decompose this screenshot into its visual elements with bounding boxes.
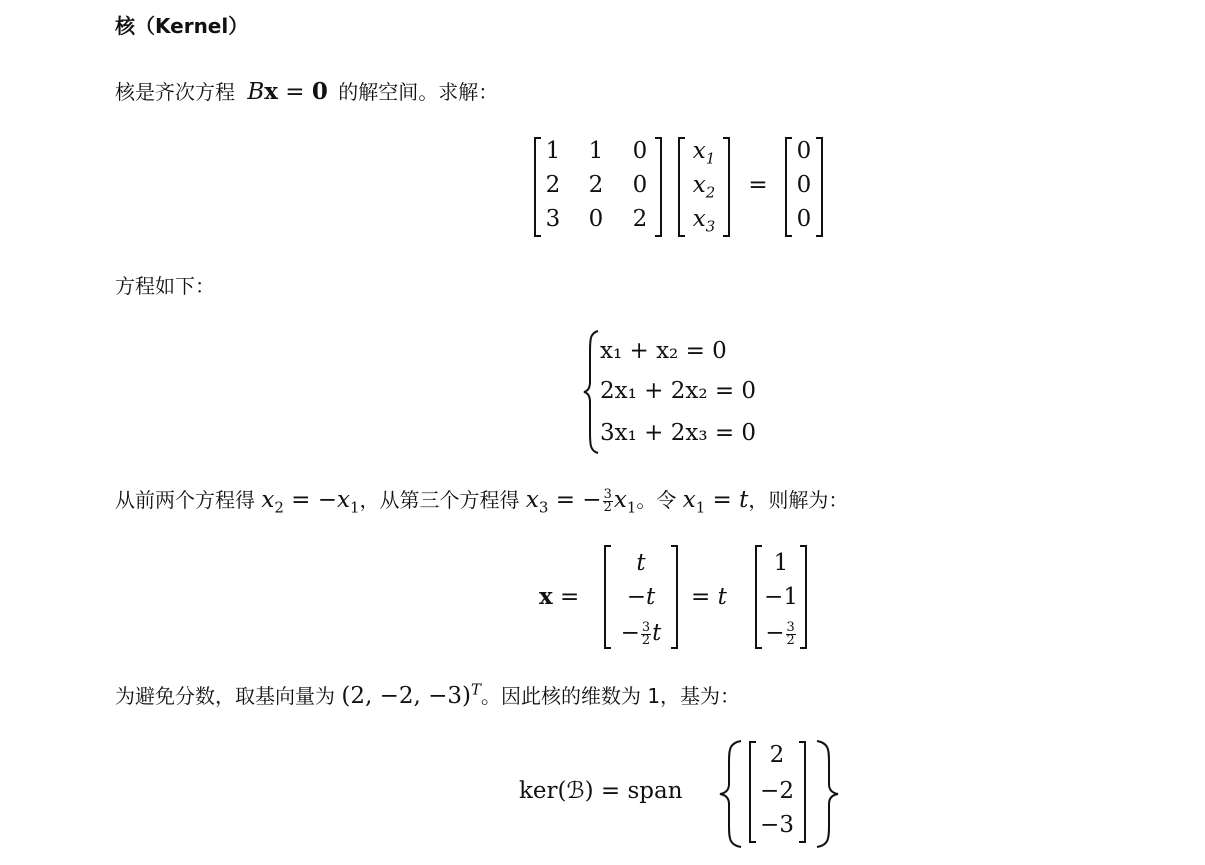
solution-x-label: x =	[539, 583, 580, 610]
vector-x-cell: $x_2$	[692, 172, 716, 202]
matrix-brackets	[530, 134, 830, 244]
direction-cell: −1	[764, 584, 798, 610]
derivation-text-3: 。令	[636, 488, 677, 512]
derivation-text-1: 从前两个方程得	[115, 488, 255, 512]
kernel-span	[515, 738, 845, 853]
equals-sign: =	[748, 172, 768, 198]
equals-t: = t	[691, 584, 727, 610]
basis-cell: 2	[769, 742, 785, 768]
homogeneous-equation: Bx = 0	[247, 78, 328, 105]
basis-cell: −3	[760, 812, 794, 838]
intro-line	[115, 79, 498, 105]
system-equation: 3x₁ + 2x₃ = 0	[600, 420, 757, 446]
basis-tuple: (2, −2, −3)$^T$	[341, 680, 481, 709]
solution-equation	[535, 540, 825, 655]
system-equation: x₁ + x₂ = 0	[600, 338, 727, 364]
derivation-text-4: ，则解为：	[748, 488, 849, 512]
equation-system	[582, 328, 802, 458]
matrix-b-cell: 0	[588, 206, 604, 232]
intro-tail: 的解空间。求解：	[338, 80, 499, 104]
matrix-b-cell: 2	[545, 172, 561, 198]
system-equation: 2x₁ + 2x₂ = 0	[600, 378, 757, 404]
parameter-expression: $x_1 = t$	[682, 487, 749, 517]
kernel-label: ker(ℬ) = span	[519, 778, 683, 804]
equations-label: 方程如下：	[115, 274, 215, 298]
matrix-b-cell: 3	[545, 206, 561, 232]
matrix-equation	[530, 134, 830, 244]
matrix-b-cell: 2	[632, 206, 648, 232]
intro-text: 核是齐次方程	[115, 80, 235, 104]
x3-expression: $x_3$ = − $\frac{3}{2}$ $x_1$	[525, 486, 637, 517]
derivation-text-2: ，从第三个方程得	[359, 488, 520, 512]
basis-note	[115, 680, 741, 709]
matrix-b-cell: 1	[588, 138, 604, 164]
basis-note-text-1: 为避免分数，取基向量为	[115, 684, 335, 708]
matrix-b-cell: 1	[545, 138, 561, 164]
basis-note-text-2: 。因此核的维数为 1，基为：	[480, 684, 741, 708]
vector-x-cell: $x_1$	[692, 138, 716, 168]
direction-cell: 1	[773, 550, 789, 576]
basis-cell: −2	[760, 778, 794, 804]
zero-vector-cell: 0	[796, 172, 812, 198]
direction-cell: − $\frac{3}{2}$	[765, 619, 795, 648]
zero-vector-cell: 0	[796, 206, 812, 232]
solution-cell: − $\frac{3}{2}$ t	[620, 619, 662, 648]
solution-cell: t	[636, 550, 646, 576]
solution-cell: −t	[626, 584, 656, 610]
left-brace	[582, 328, 602, 458]
x2-expression: $x_2 = -x_1$	[261, 487, 360, 517]
zero-vector-cell: 0	[796, 138, 812, 164]
matrix-b-cell: 0	[632, 172, 648, 198]
vector-x-cell: $x_3$	[692, 206, 716, 236]
matrix-b-cell: 0	[632, 138, 648, 164]
matrix-b-cell: 2	[588, 172, 604, 198]
derivation-line	[115, 486, 849, 517]
section-heading: 核（Kernel）	[115, 14, 249, 38]
